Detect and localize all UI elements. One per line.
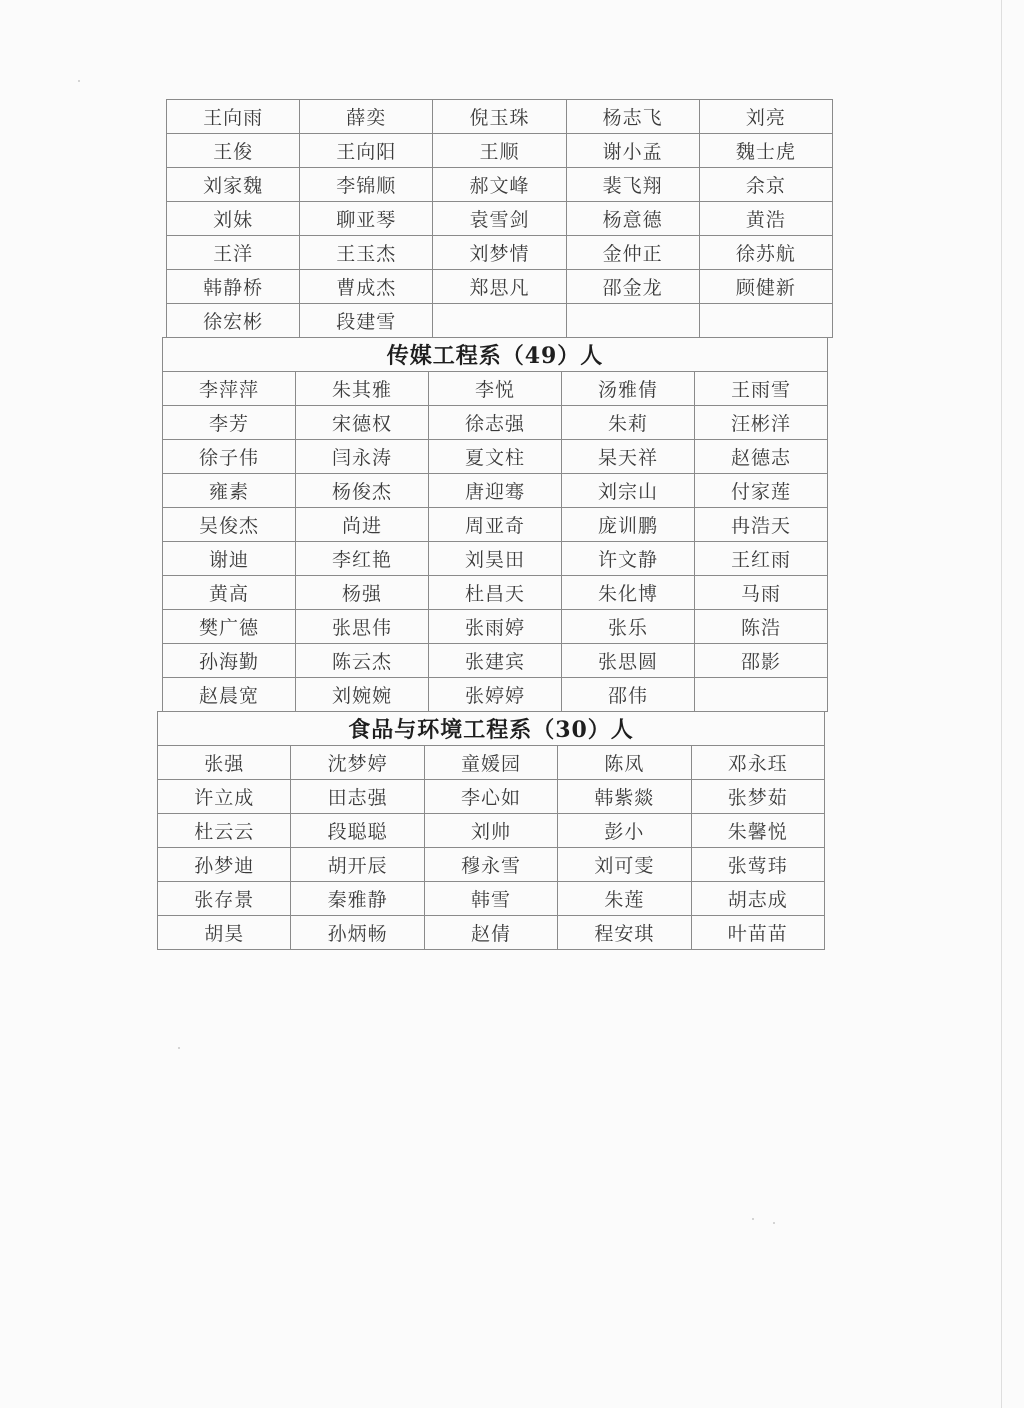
table-row — [158, 746, 825, 780]
name-cell: 刘帅 — [424, 814, 557, 848]
roster-table-continued — [166, 99, 833, 338]
table-row — [158, 916, 825, 950]
scan-speck — [178, 1047, 180, 1049]
table-row — [167, 270, 833, 304]
name-cell: 王顺 — [433, 134, 566, 168]
name-cell: 程安琪 — [558, 916, 691, 950]
table-row — [167, 168, 833, 202]
name-cell: 杨志飞 — [566, 100, 699, 134]
name-cell: 庞训鹏 — [562, 508, 695, 542]
name-cell: 刘亮 — [699, 100, 832, 134]
name-cell: 倪玉珠 — [433, 100, 566, 134]
name-cell: 汪彬洋 — [695, 406, 828, 440]
name-cell: 顾健新 — [699, 270, 832, 304]
name-cell: 余京 — [699, 168, 832, 202]
name-cell: 张乐 — [562, 610, 695, 644]
name-cell: 韩雪 — [424, 882, 557, 916]
name-cell: 朱其雅 — [296, 372, 429, 406]
name-cell: 王红雨 — [695, 542, 828, 576]
name-cell: 郑思凡 — [433, 270, 566, 304]
name-cell: 杲天祥 — [562, 440, 695, 474]
name-cell: 张建宾 — [429, 644, 562, 678]
name-cell: 赵德志 — [695, 440, 828, 474]
name-cell: 黄高 — [163, 576, 296, 610]
name-cell: 李红艳 — [296, 542, 429, 576]
name-cell: 杨意德 — [566, 202, 699, 236]
name-cell: 刘婉婉 — [296, 678, 429, 712]
name-cell: 王向阳 — [300, 134, 433, 168]
name-cell: 杨强 — [296, 576, 429, 610]
name-cell: 唐迎骞 — [429, 474, 562, 508]
name-cell: 赵晨宽 — [163, 678, 296, 712]
table-row — [158, 848, 825, 882]
table-row — [163, 440, 828, 474]
name-cell: 叶苗苗 — [691, 916, 824, 950]
table-row — [167, 100, 833, 134]
name-cell: 段建雪 — [300, 304, 433, 338]
section-heading-row — [163, 338, 828, 372]
table-row — [163, 542, 828, 576]
name-cell: 宋德权 — [296, 406, 429, 440]
section-title: 食品与环境工程系（30）人 — [158, 712, 825, 746]
name-cell: 李锦顺 — [300, 168, 433, 202]
roster-body — [167, 100, 833, 338]
name-cell: 徐子伟 — [163, 440, 296, 474]
name-cell: 金仲正 — [566, 236, 699, 270]
name-cell: 曹成杰 — [300, 270, 433, 304]
name-cell: 张婷婷 — [429, 678, 562, 712]
name-cell: 邵伟 — [562, 678, 695, 712]
name-cell: 张思伟 — [296, 610, 429, 644]
name-cell: 李心如 — [424, 780, 557, 814]
name-cell: 付家莲 — [695, 474, 828, 508]
name-cell: 马雨 — [695, 576, 828, 610]
table-row — [163, 678, 828, 712]
name-cell: 孙海勤 — [163, 644, 296, 678]
name-cell: 邓永珏 — [691, 746, 824, 780]
table-row — [167, 304, 833, 338]
name-cell: 张思圆 — [562, 644, 695, 678]
empty-cell — [695, 678, 828, 712]
name-cell: 周亚奇 — [429, 508, 562, 542]
name-cell: 李悦 — [429, 372, 562, 406]
name-cell: 孙炳畅 — [291, 916, 424, 950]
name-cell: 汤雅倩 — [562, 372, 695, 406]
name-cell: 吴俊杰 — [163, 508, 296, 542]
name-cell: 张存景 — [158, 882, 291, 916]
name-cell: 朱馨悦 — [691, 814, 824, 848]
name-cell: 刘宗山 — [562, 474, 695, 508]
name-cell: 韩静桥 — [167, 270, 300, 304]
name-cell: 杜云云 — [158, 814, 291, 848]
name-cell: 陈凤 — [558, 746, 691, 780]
page-edge-line — [1001, 0, 1002, 1408]
scan-speck — [78, 80, 80, 82]
name-cell: 胡昊 — [158, 916, 291, 950]
name-cell: 魏士虎 — [699, 134, 832, 168]
name-cell: 谢迪 — [163, 542, 296, 576]
name-cell: 秦雅静 — [291, 882, 424, 916]
name-cell: 徐宏彬 — [167, 304, 300, 338]
name-cell: 杨俊杰 — [296, 474, 429, 508]
name-cell: 郝文峰 — [433, 168, 566, 202]
section-heading-row — [158, 712, 825, 746]
name-cell: 裴飞翔 — [566, 168, 699, 202]
name-cell: 王向雨 — [167, 100, 300, 134]
name-cell: 聊亚琴 — [300, 202, 433, 236]
name-cell: 许立成 — [158, 780, 291, 814]
name-cell: 雍素 — [163, 474, 296, 508]
name-cell: 段聪聪 — [291, 814, 424, 848]
name-cell: 樊广德 — [163, 610, 296, 644]
table-row — [163, 576, 828, 610]
name-cell: 朱莲 — [558, 882, 691, 916]
table-row — [167, 134, 833, 168]
name-cell: 李芳 — [163, 406, 296, 440]
table-row — [163, 610, 828, 644]
scan-speck — [773, 1222, 775, 1224]
name-cell: 许文静 — [562, 542, 695, 576]
name-cell: 刘昊田 — [429, 542, 562, 576]
table-row — [163, 406, 828, 440]
name-cell: 刘家魏 — [167, 168, 300, 202]
name-cell: 朱化博 — [562, 576, 695, 610]
name-cell: 杜昌天 — [429, 576, 562, 610]
name-cell: 冉浩天 — [695, 508, 828, 542]
empty-cell — [433, 304, 566, 338]
section-title: 传媒工程系（49）人 — [163, 338, 828, 372]
table-row — [158, 814, 825, 848]
table-row — [167, 202, 833, 236]
name-cell: 李萍萍 — [163, 372, 296, 406]
name-cell: 彭小 — [558, 814, 691, 848]
table-row — [163, 644, 828, 678]
name-cell: 尚进 — [296, 508, 429, 542]
table-row — [163, 508, 828, 542]
scan-speck — [752, 1218, 754, 1220]
name-cell: 王雨雪 — [695, 372, 828, 406]
name-cell: 朱莉 — [562, 406, 695, 440]
name-cell: 邵影 — [695, 644, 828, 678]
name-cell: 童媛园 — [424, 746, 557, 780]
table-row — [163, 474, 828, 508]
table-row — [163, 372, 828, 406]
name-cell: 邵金龙 — [566, 270, 699, 304]
name-cell: 韩紫燚 — [558, 780, 691, 814]
roster-table-food-environment-engineering — [157, 711, 825, 950]
roster-table-media-engineering — [162, 337, 828, 712]
name-cell: 胡志成 — [691, 882, 824, 916]
name-cell: 张雨婷 — [429, 610, 562, 644]
empty-cell — [566, 304, 699, 338]
name-cell: 赵倩 — [424, 916, 557, 950]
table-row — [158, 882, 825, 916]
name-cell: 陈云杰 — [296, 644, 429, 678]
name-cell: 田志强 — [291, 780, 424, 814]
name-cell: 张强 — [158, 746, 291, 780]
name-cell: 王玉杰 — [300, 236, 433, 270]
roster-body — [158, 712, 825, 950]
name-cell: 谢小孟 — [566, 134, 699, 168]
empty-cell — [699, 304, 832, 338]
name-cell: 王俊 — [167, 134, 300, 168]
name-cell: 夏文柱 — [429, 440, 562, 474]
name-cell: 张莺玮 — [691, 848, 824, 882]
name-cell: 闫永涛 — [296, 440, 429, 474]
name-cell: 孙梦迪 — [158, 848, 291, 882]
table-row — [167, 236, 833, 270]
name-cell: 袁雪剑 — [433, 202, 566, 236]
name-cell: 薛奕 — [300, 100, 433, 134]
table-row — [158, 780, 825, 814]
name-cell: 刘妹 — [167, 202, 300, 236]
name-cell: 胡开辰 — [291, 848, 424, 882]
name-cell: 穆永雪 — [424, 848, 557, 882]
name-cell: 徐志强 — [429, 406, 562, 440]
name-cell: 刘可雯 — [558, 848, 691, 882]
name-cell: 徐苏航 — [699, 236, 832, 270]
name-cell: 王洋 — [167, 236, 300, 270]
name-cell: 黄浩 — [699, 202, 832, 236]
name-cell: 张梦茹 — [691, 780, 824, 814]
roster-body — [163, 338, 828, 712]
name-cell: 沈梦婷 — [291, 746, 424, 780]
name-cell: 陈浩 — [695, 610, 828, 644]
name-cell: 刘梦情 — [433, 236, 566, 270]
